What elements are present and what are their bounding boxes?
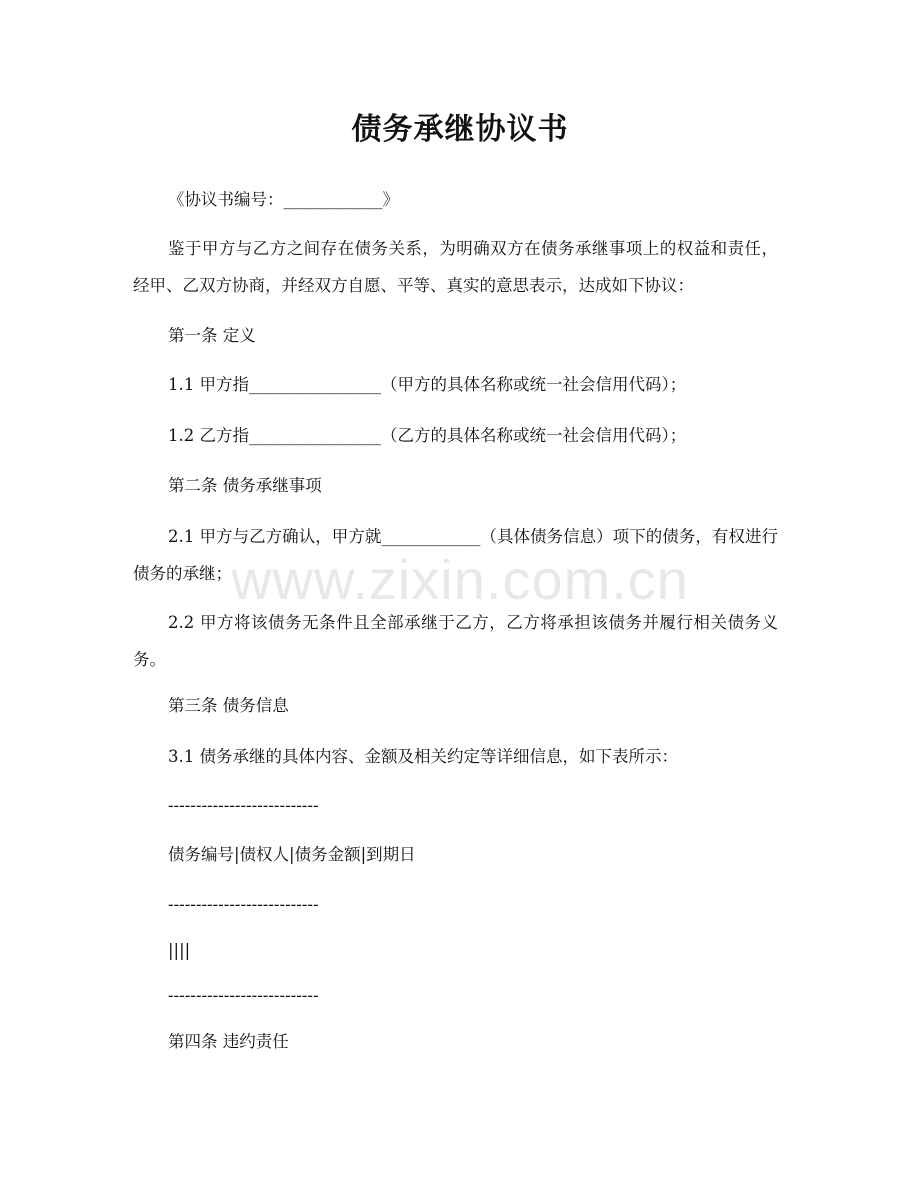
article1-heading: 第一条 定义 bbox=[168, 326, 256, 345]
clause-2-2: 2.2 甲方将该债务无条件且全部承继于乙方，乙方将承担该债务并履行相关债务义务。 bbox=[133, 613, 778, 669]
article3-heading: 第三条 债务信息 bbox=[168, 696, 289, 715]
document-title: 债务承继协议书 bbox=[351, 112, 569, 147]
article4-heading: 第四条 违约责任 bbox=[168, 1032, 289, 1051]
table-rule-middle: --------------------------- bbox=[168, 895, 319, 914]
article2-heading: 第二条 债务承继事项 bbox=[168, 476, 322, 495]
clause-1-2: 1.2 乙方指________________（乙方的具体名称或统一社会信用代码）； bbox=[168, 426, 687, 445]
table-header-row: 债务编号|债权人|债务金额|到期日 bbox=[168, 845, 416, 864]
table-rule-bottom: --------------------------- bbox=[168, 986, 319, 1005]
clause-2-1: 2.1 甲方与乙方确认，甲方就____________（具体债务信息）项下的债务，有权进行债务的承继； bbox=[133, 527, 778, 583]
table-rule-top: --------------------------- bbox=[168, 796, 319, 815]
agreement-number: 《协议书编号：____________》 bbox=[168, 190, 399, 209]
watermark: www.zixin.com.cn bbox=[231, 548, 689, 611]
clause-1-1: 1.1 甲方指________________（甲方的具体名称或统一社会信用代码）； bbox=[168, 375, 687, 394]
table-data-row: |||| bbox=[168, 941, 191, 960]
clause-3-1: 3.1 债务承继的具体内容、金额及相关约定等详细信息，如下表所示： bbox=[168, 747, 678, 766]
preamble-paragraph: 鉴于甲方与乙方之间存在债务关系，为明确双方在债务承继事项上的权益和责任，经甲、乙双方协商，并经双方自愿、平等、真实的意思表示，达成如下协议： bbox=[133, 239, 778, 295]
